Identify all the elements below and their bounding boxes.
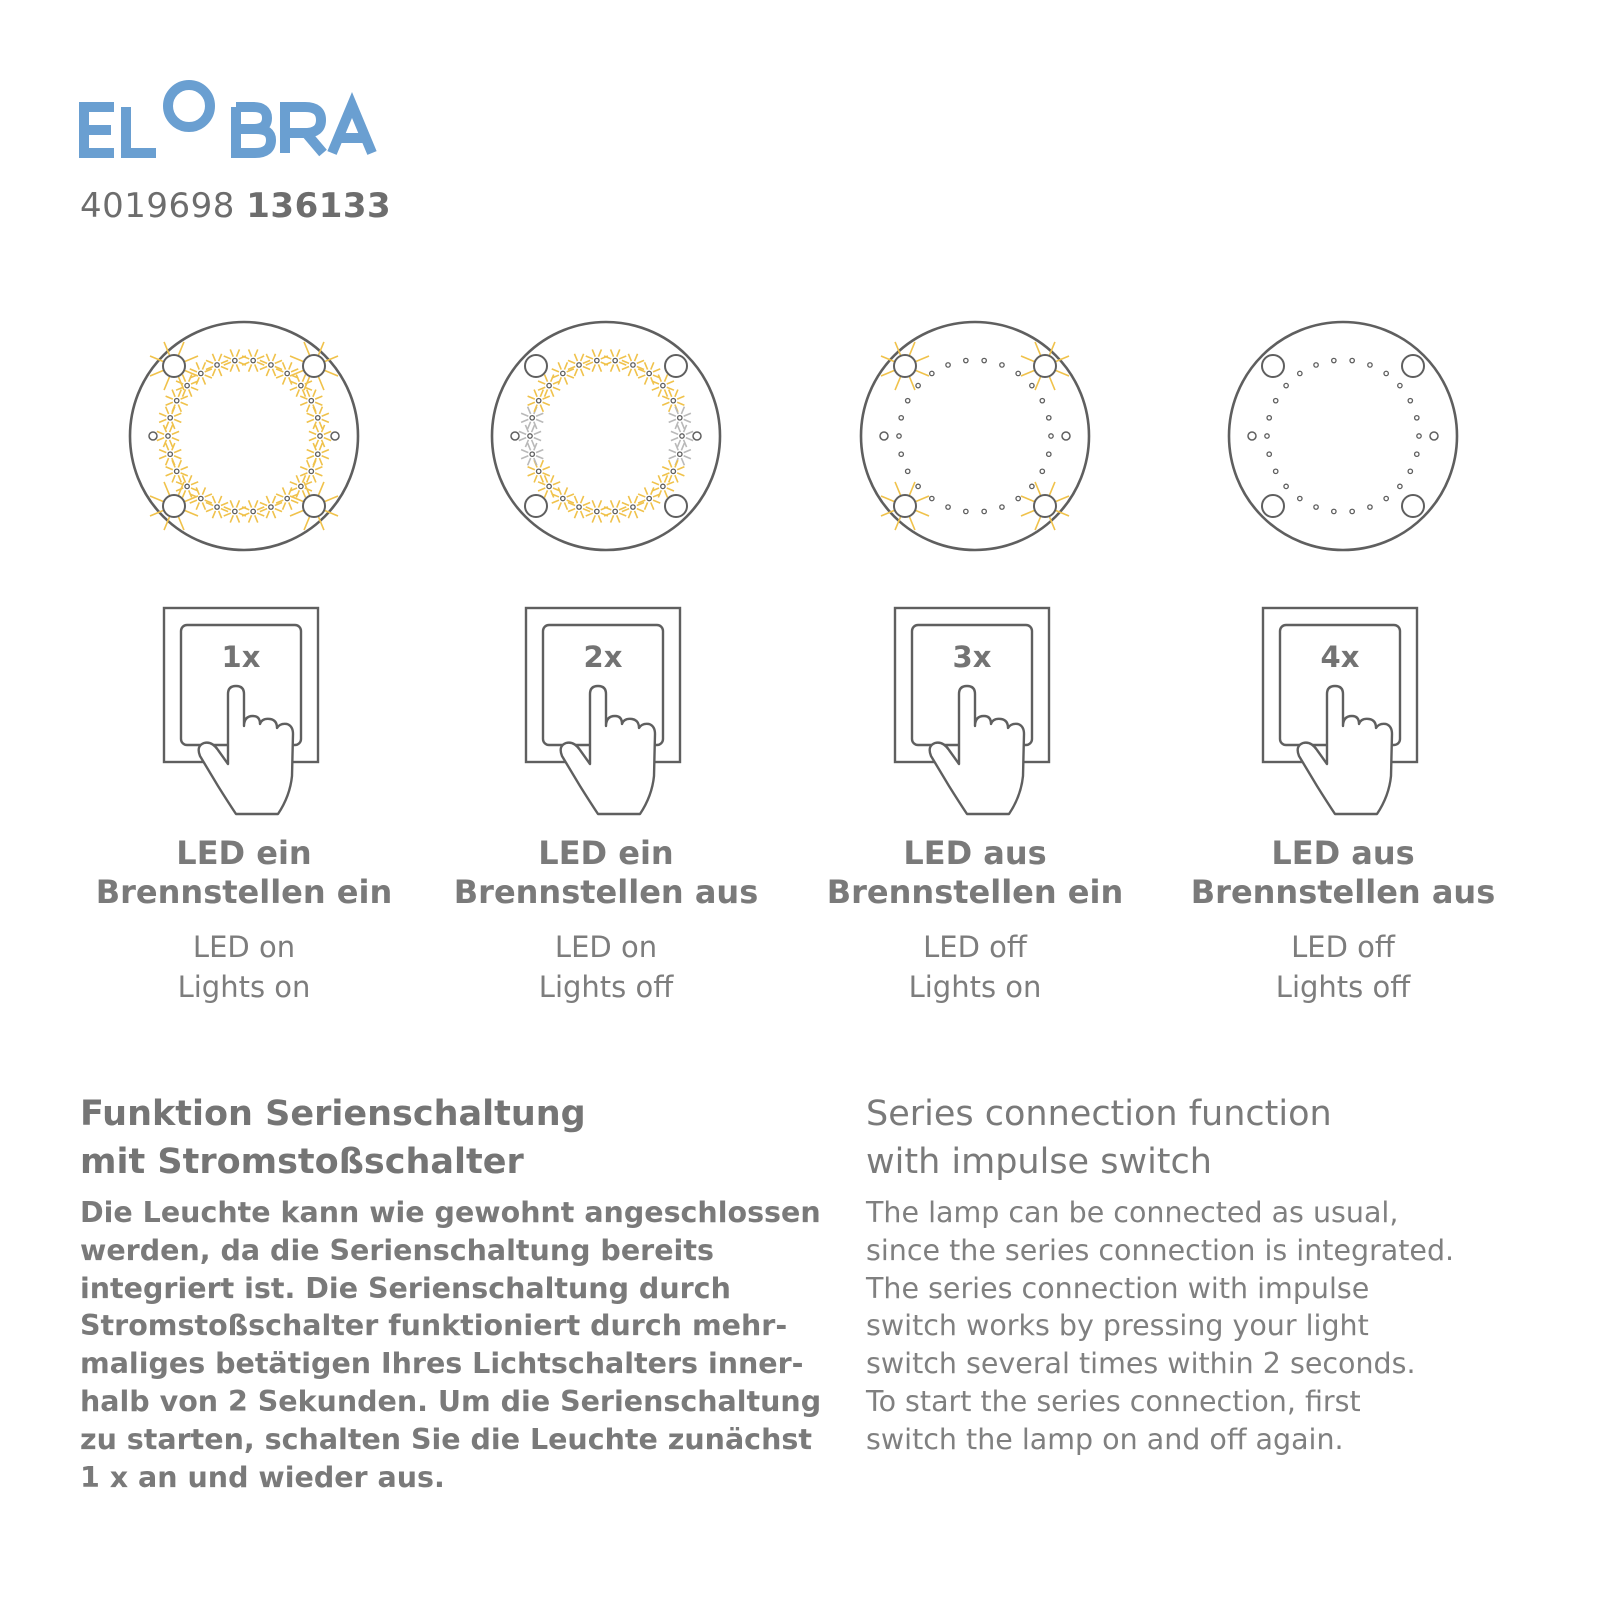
spot-lights [881,342,1069,530]
label-lights-german: Brennstellen ein [826,873,1124,911]
label-led-german: LED ein [176,834,312,872]
label-led-english: LED off [923,930,1027,964]
lamp-state [1153,318,1533,558]
body-german [80,1194,822,1496]
spot-light [1034,355,1056,377]
led-end [1062,432,1070,440]
label-led-english: LED on [554,930,658,964]
led-dot [631,505,635,509]
led-dot [215,363,219,367]
led-dot [647,496,651,500]
led-dot [251,358,255,362]
led-dot [269,505,273,509]
ean-prefix: 4019698 [80,186,235,226]
led-dot [530,416,534,420]
switch-press [1153,606,1533,826]
led-dot [537,469,541,473]
led-dot [1408,469,1412,473]
led-dot [1398,383,1402,387]
spot-light [525,495,547,517]
label-lights-german: Brennstellen ein [95,873,393,911]
spot-lights [150,342,338,530]
led-dot [613,509,617,513]
body-line: maliges betätigen Ihres Lichtschalters inner- [80,1347,804,1381]
led-dot [671,398,675,402]
led-dot [1368,363,1372,367]
led-dot [233,358,237,362]
led-dot [1274,469,1278,473]
led-dot [1332,358,1336,362]
light-switch-icon [150,606,340,820]
led-dot [1267,416,1271,420]
led-dot [1332,509,1336,513]
heading-line: with impulse switch [866,1142,1212,1182]
led-dot [215,505,219,509]
spot-lights [1262,355,1424,517]
led-dot [1274,398,1278,402]
press-count: 3x [952,640,992,674]
pointing-hand-icon [561,686,655,814]
led-dot [577,505,581,509]
round-ceiling-lamp-icon [126,318,362,554]
led-dot [299,383,303,387]
pointing-hand-icon [199,686,293,814]
led-ring [880,358,1070,513]
led-dot [537,398,541,402]
led-dot [199,371,203,375]
led-dot [185,383,189,387]
led-dot [595,358,599,362]
led-dot [661,383,665,387]
spot-light [894,495,916,517]
body-line: integriert ist. Die Serienschaltung durch [80,1271,731,1305]
led-dot [166,434,170,438]
switch-press [54,606,434,826]
body-line: since the series connection is integrated. [866,1233,1455,1267]
led-dot [678,416,682,420]
label-led-english: LED off [1291,930,1395,964]
led-dot [561,371,565,375]
press-count: 2x [583,640,623,674]
spot-light [1402,355,1424,377]
led-dot [946,363,950,367]
spot-light [1262,495,1284,517]
spot-light [894,355,916,377]
spot-light [1034,495,1056,517]
pointing-hand-icon [1298,686,1392,814]
led-dot [1368,505,1372,509]
led-dot [1298,371,1302,375]
heading-line: mit Stromstoßschalter [80,1142,524,1182]
led-dot [318,434,322,438]
led-dot [1030,383,1034,387]
heading-english [866,1090,1566,1186]
spot-light [163,355,185,377]
led-dot [930,371,934,375]
light-switch-icon [1249,606,1439,820]
led-dot [1398,484,1402,488]
body-line: switch several times within 2 seconds. [866,1347,1416,1381]
description-german [80,1090,822,1496]
spot-light [163,495,185,517]
led-dot [316,452,320,456]
label-lights-english: Lights on [908,970,1042,1004]
led-dot [299,484,303,488]
led-dot [1415,416,1419,420]
spot-lights [525,355,687,517]
led-dot [1350,509,1354,513]
led-ring [1248,358,1438,513]
led-dot [1040,469,1044,473]
led-dot [916,383,920,387]
round-ceiling-lamp-icon [1225,318,1461,554]
led-dot [285,371,289,375]
led-dot [577,363,581,367]
led-dot [595,509,599,513]
led-dot [1415,452,1419,456]
led-dot [1000,505,1004,509]
led-dot [930,496,934,500]
article-number [80,186,391,226]
led-end [149,432,157,440]
body-line: halb von 2 Sekunden. Um die Serienschaltung [80,1384,822,1418]
spot-light [665,355,687,377]
label-led-german: LED ein [538,834,674,872]
led-dot [233,509,237,513]
label-led-english: LED on [192,930,296,964]
led-dot [1314,505,1318,509]
led-dot [1298,496,1302,500]
spot-light [303,355,325,377]
led-dot [916,484,920,488]
body-english [866,1194,1566,1459]
led-dot [285,496,289,500]
led-dot [530,452,534,456]
body-line: switch the lamp on and off again. [866,1422,1344,1456]
spot-light [665,495,687,517]
led-dot [251,509,255,513]
led-dot [1030,484,1034,488]
press-count: 1x [221,640,261,674]
label-led-german: LED aus [903,834,1047,872]
body-line: Stromstoßschalter funktioniert durch mehr- [80,1309,788,1343]
led-end [1248,432,1256,440]
body-line: The series connection with impulse [866,1271,1370,1305]
lamp-outline [1229,322,1457,550]
led-dot [1408,398,1412,402]
led-dot [613,358,617,362]
led-dot [269,363,273,367]
elobra-logo-mark [78,76,438,176]
label-led-german: LED aus [1271,834,1415,872]
led-dot [316,416,320,420]
led-dot [964,358,968,362]
led-dot [897,434,901,438]
led-dot [906,398,910,402]
lamp-state [416,318,796,558]
led-end [331,432,339,440]
heading-german [80,1090,800,1186]
led-dot [680,434,684,438]
led-dot [946,505,950,509]
lamp-outline [861,322,1089,550]
led-dot [185,484,189,488]
led-end [511,432,519,440]
led-dot [1040,398,1044,402]
led-dot [1417,434,1421,438]
spot-light [1402,495,1424,517]
led-dot [899,452,903,456]
led-dot [168,452,172,456]
item-number: 136133 [246,186,392,226]
led-dot [1265,434,1269,438]
body-line: Die Leuchte kann wie gewohnt angeschlossen [80,1196,821,1229]
lamp-state [785,318,1165,558]
body-line: switch works by pressing your light [866,1309,1369,1343]
label-lights-german: Brennstellen aus [1190,873,1496,911]
pointing-hand-icon [930,686,1024,814]
led-dot [309,398,313,402]
lamp-state [54,318,434,558]
led-dot [175,469,179,473]
led-end [693,432,701,440]
led-dot [528,434,532,438]
label-lights-german: Brennstellen aus [453,873,759,911]
body-line: werden, da die Serienschaltung bereits [80,1233,714,1267]
led-dot [168,416,172,420]
body-line: zu starten, schalten Sie die Leuchte zunächst [80,1422,812,1456]
led-dot [899,416,903,420]
switch-press [416,606,796,826]
led-dot [175,398,179,402]
led-dot [1350,358,1354,362]
switch-press [785,606,1165,826]
led-dot [1384,496,1388,500]
led-dot [647,371,651,375]
spot-light [303,495,325,517]
heading-line: Series connection function [866,1094,1332,1134]
led-end [880,432,888,440]
spot-light [525,355,547,377]
led-dot [199,496,203,500]
body-line: To start the series connection, first [866,1384,1361,1418]
led-dot [1267,452,1271,456]
led-dot [631,363,635,367]
led-dot [982,358,986,362]
led-end [1430,432,1438,440]
led-dot [1314,363,1318,367]
light-switch-icon [881,606,1071,820]
label-lights-english: Lights off [538,970,674,1004]
label-lights-english: Lights on [177,970,311,1004]
led-dot [1016,371,1020,375]
led-dot [547,484,551,488]
led-dot [671,469,675,473]
led-dot [964,509,968,513]
led-dot [678,452,682,456]
brand-logo [78,76,438,176]
led-dot [661,484,665,488]
led-dot [906,469,910,473]
led-dot [1284,484,1288,488]
led-dot [1284,383,1288,387]
body-line: The lamp can be connected as usual, [866,1196,1399,1229]
spot-light [1262,355,1284,377]
round-ceiling-lamp-icon [857,318,1093,554]
led-dot [561,496,565,500]
led-dot [1384,371,1388,375]
label-lights-english: Lights off [1275,970,1411,1004]
heading-line: Funktion Serienschaltung [80,1094,586,1134]
body-line: 1 x an und wieder aus. [80,1460,445,1494]
led-dot [1000,363,1004,367]
led-dot [1049,434,1053,438]
led-dot [1047,452,1051,456]
press-count: 4x [1320,640,1360,674]
led-dot [309,469,313,473]
round-ceiling-lamp-icon [488,318,724,554]
led-dot [1047,416,1051,420]
description-english [866,1090,1566,1459]
led-dot [547,383,551,387]
led-dot [1016,496,1020,500]
led-dot [982,509,986,513]
light-switch-icon [512,606,702,820]
